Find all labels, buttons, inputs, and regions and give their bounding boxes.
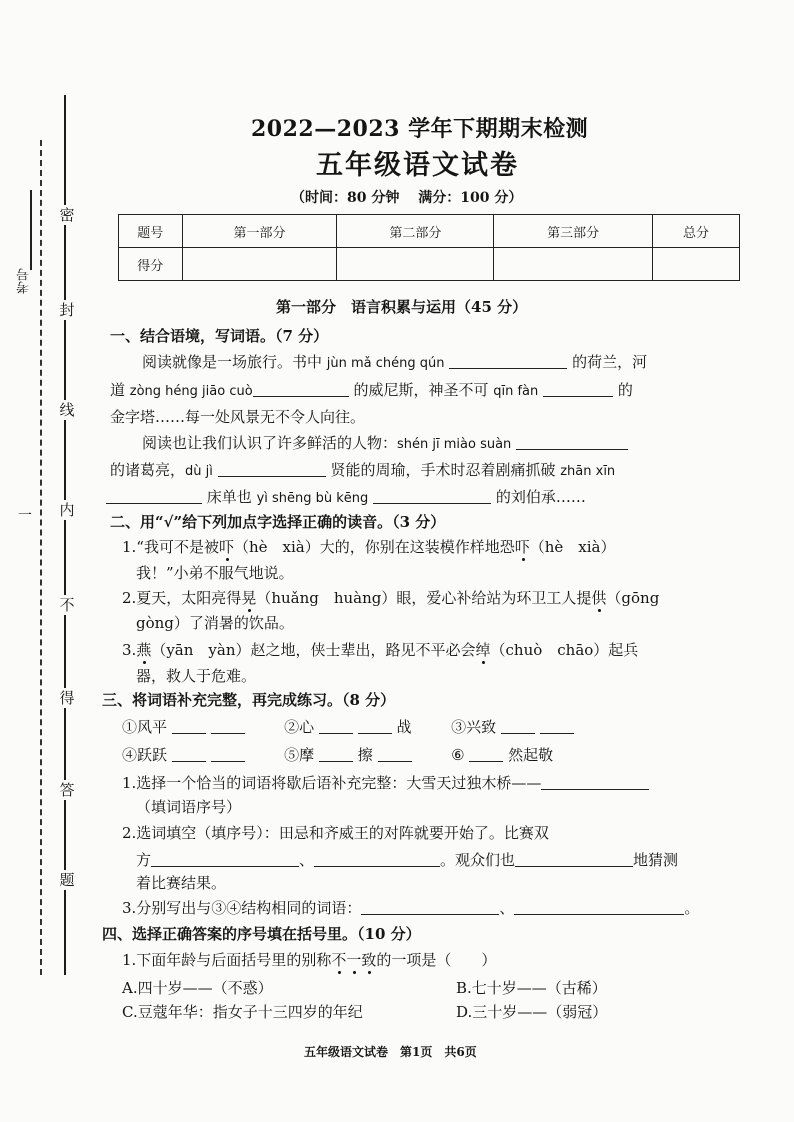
seal-char: 不 — [56, 595, 78, 615]
answer-blank[interactable] — [211, 745, 245, 762]
part1-title: 第一部分 语言积累与运用（45 分） — [276, 298, 528, 316]
q4-item-1: 1.下面年龄与后面括号里的别称不一致的一项是（ ） — [122, 951, 497, 969]
answer-blank[interactable] — [319, 745, 353, 762]
answer-blank[interactable] — [543, 380, 613, 397]
answer-blank[interactable] — [211, 717, 245, 734]
q1-line: 金字塔……每一处风景无不令人向往。 — [110, 408, 366, 426]
q1-line: 阅读就像是一场旅行。书中 jùn mǎ chéng qún 的荷兰，河 — [142, 353, 648, 371]
q2-item-1-cont: 我！”小弟不服气地说。 — [136, 564, 294, 582]
answer-blank[interactable] — [151, 850, 299, 867]
score-input-part1[interactable] — [182, 248, 337, 281]
answer-blank[interactable] — [314, 850, 440, 867]
score-table-cell: 第三部分 — [494, 215, 653, 248]
seal-char: 线 — [56, 400, 78, 420]
answer-blank[interactable] — [501, 717, 535, 734]
q3-sub-1-cont: （填词语序号） — [136, 798, 242, 816]
dotted-char: 吓 — [218, 538, 234, 556]
seal-char: 得 — [56, 688, 78, 708]
binding-dashed-line — [40, 140, 42, 975]
q3-sub-3: 3.分别写出与③④结构相同的词语： 、 。 — [122, 899, 700, 917]
answer-blank[interactable] — [172, 745, 206, 762]
answer-blank[interactable] — [516, 433, 628, 450]
binding-margin — [0, 0, 100, 1122]
score-table — [118, 214, 740, 281]
answer-blank[interactable] — [106, 487, 202, 504]
answer-blank[interactable] — [378, 745, 412, 762]
answer-blank[interactable] — [253, 380, 349, 397]
q4-heading: 四、选择正确答案的序号填在括号里。（10 分） — [102, 925, 421, 943]
q1-line: 道 zòng héng jiāo cuò 的威尼斯，神圣不可 qīn fàn 的 — [110, 381, 633, 399]
answer-blank[interactable] — [172, 717, 206, 734]
q1-heading: 一、结合语境，写词语。（7 分） — [110, 327, 329, 345]
score-table-header-row — [119, 215, 740, 248]
q3-heading: 三、将词语补充完整，再完成练习。（8 分） — [102, 691, 396, 709]
score-input-part2[interactable] — [337, 248, 494, 281]
score-table-score-row — [119, 248, 740, 281]
pinyin-prompt: yì shēng bù kēng — [256, 491, 369, 506]
answer-blank[interactable] — [449, 352, 567, 369]
dotted-char: 吓 — [514, 538, 530, 556]
name-mark: 一 — [18, 508, 32, 524]
q1-line: 床单也 yì shēng bù kēng 的刘伯承…… — [106, 487, 586, 509]
answer-blank[interactable] — [218, 460, 326, 477]
score-table-cell: 第一部分 — [182, 215, 337, 248]
score-table-cell: 总分 — [653, 215, 740, 248]
dotted-char: 不 — [331, 951, 347, 969]
seal-char: 题 — [56, 870, 78, 890]
q4-option-d[interactable]: D.三十岁——（弱冠） — [456, 1003, 608, 1021]
answer-blank[interactable] — [514, 898, 684, 915]
seal-char: 内 — [56, 500, 78, 520]
seal-char: 封 — [56, 300, 78, 320]
q2-item-2: 2.夏天，太阳亮得晃（huǎng huàng）眼，爱心补给站为环卫工人提供（gōng — [122, 589, 660, 607]
dotted-char: 致 — [361, 951, 377, 969]
answer-blank[interactable] — [515, 850, 633, 867]
answer-blank[interactable] — [319, 717, 353, 734]
q4-option-b[interactable]: B.七十岁——（古稀） — [456, 979, 607, 997]
dotted-char: 绰 — [475, 641, 491, 659]
q4-option-c[interactable]: C.豆蔻年华：指女子十三四岁的年纪 — [122, 1003, 363, 1021]
q2-item-2-cont: gòng）了消暑的饮品。 — [136, 614, 294, 632]
q1-line: 阅读也让我们认识了许多鲜活的人物：shén jī miào suàn — [142, 433, 628, 455]
score-input-part3[interactable] — [494, 248, 653, 281]
kaohao-label: 考号 — [17, 268, 32, 294]
q2-heading: 二、用“√”给下列加点字选择正确的读音。（3 分） — [110, 513, 446, 531]
answer-blank[interactable] — [540, 717, 574, 734]
pinyin-prompt: jùn mǎ chéng qún — [326, 356, 445, 371]
q2-item-1: 1.“我可不是被吓（hè xià）大的，你别在这装模作样地恐吓（hè xià） — [122, 538, 616, 556]
score-table-cell: 题号 — [119, 215, 183, 248]
score-table-cell: 第二部分 — [337, 215, 494, 248]
q3-sub-2-cont: 方 、 。观众们也 地猜测 — [136, 851, 679, 869]
dotted-char: 一 — [346, 951, 362, 969]
dotted-char: 晃 — [241, 589, 257, 607]
score-input-total[interactable] — [653, 248, 740, 281]
answer-blank[interactable] — [469, 745, 503, 762]
score-table-cell: 得分 — [119, 248, 183, 281]
pinyin-prompt: shén jī miào suàn — [397, 437, 512, 452]
kaohao-line — [30, 190, 32, 270]
answer-blank[interactable] — [358, 717, 392, 734]
pinyin-prompt: dù jì — [185, 464, 213, 479]
binding-solid-line — [64, 95, 66, 975]
q3-sub-2-end: 着比赛结果。 — [136, 874, 227, 892]
exam-title-year: 2022—2023 学年下期期末检测 — [251, 116, 589, 142]
q3-words-row-1: ①风平 ②心 战 ③兴致 — [122, 717, 574, 737]
answer-blank[interactable] — [373, 487, 491, 504]
exam-title: 五年级语文试卷 — [316, 150, 519, 181]
q4-option-a[interactable]: A.四十岁——（不惑） — [122, 979, 273, 997]
q3-sub-1: 1.选择一个恰当的词语将歇后语补充完整：大雪天过独木桥—— — [122, 773, 649, 793]
exam-subtitle: （时间：80 分钟 满分：100 分） — [291, 190, 523, 206]
page-footer: 五年级语文试卷 第1页 共6页 — [304, 1045, 477, 1059]
q2-item-3-cont: 器，救人于危难。 — [136, 667, 257, 685]
q3-sub-2: 2.选词填空（填序号）：田忌和齐威王的对阵就要开始了。比赛双 — [122, 824, 549, 842]
q2-item-3: 3.燕（yān yàn）赵之地，侠士辈出，路见不平必会绰（chuò chāo）起兵 — [122, 641, 639, 659]
answer-blank[interactable] — [361, 898, 499, 915]
seal-char: 密 — [56, 205, 78, 225]
dotted-char: 供 — [591, 589, 607, 607]
pinyin-prompt: qīn fàn — [493, 384, 539, 399]
dotted-char: 燕 — [136, 641, 152, 659]
q3-words-row-2: ④跃跃 ⑤摩 擦 ⑥ 然起敬 — [122, 746, 554, 764]
pinyin-prompt: zòng héng jiāo cuò — [129, 384, 253, 399]
answer-blank[interactable] — [541, 773, 649, 790]
pinyin-prompt: zhān xīn — [560, 464, 616, 479]
seal-char: 答 — [56, 780, 78, 800]
q1-line: 的诸葛亮，dù jì 贤能的周瑜，手术时忍着剧痛抓破 zhān xīn — [110, 461, 616, 479]
